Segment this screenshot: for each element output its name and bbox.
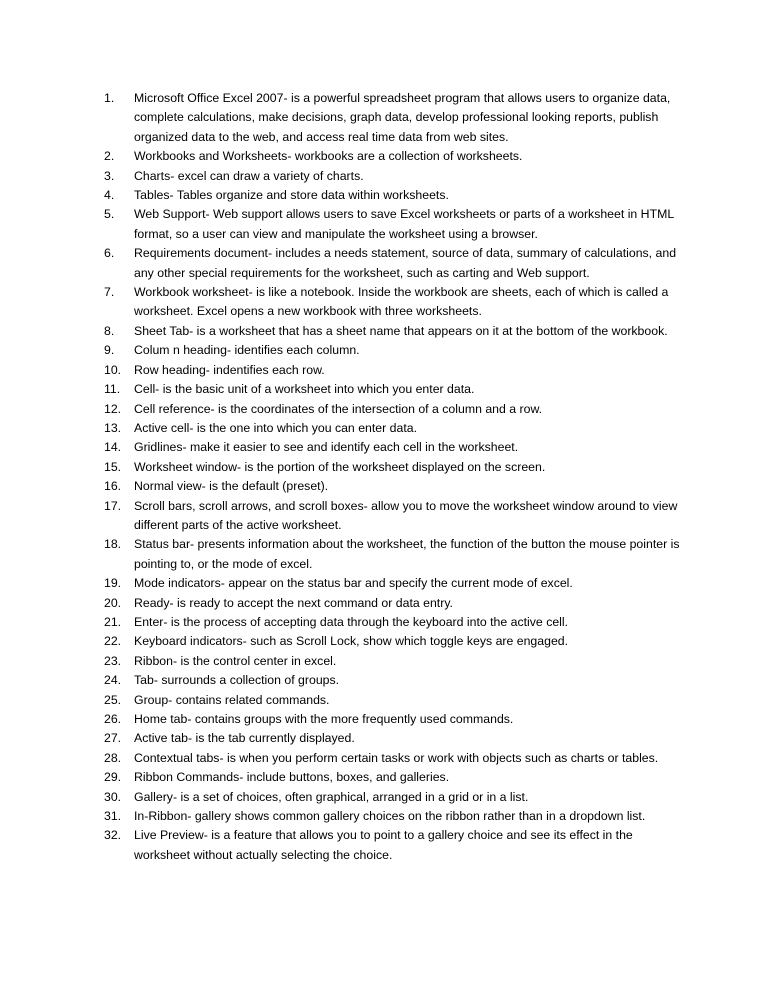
item-text: Keyboard indicators- such as Scroll Lock, show which toggle keys are engaged. xyxy=(134,634,569,649)
item-text: Colum n heading- identifies each column. xyxy=(134,343,360,358)
list-item xyxy=(104,749,686,768)
item-number: 6. xyxy=(104,246,115,261)
list-item xyxy=(104,497,686,536)
item-number: 17. xyxy=(104,498,122,513)
item-text: Cell- is the basic unit of a worksheet into which you enter data. xyxy=(134,382,475,397)
item-number: 8. xyxy=(104,323,115,338)
list-item xyxy=(104,89,686,147)
item-text: Contextual tabs- is when you perform certain tasks or work with objects such as charts or tables. xyxy=(134,750,659,765)
item-number: 13. xyxy=(104,420,122,435)
item-number: 10. xyxy=(104,362,122,377)
item-text: Home tab- contains groups with the more frequently used commands. xyxy=(134,712,514,726)
item-number: 26. xyxy=(104,712,122,726)
list-item xyxy=(104,807,686,826)
list-item xyxy=(104,671,686,690)
item-text: Charts- excel can draw a variety of charts. xyxy=(134,168,364,183)
item-text: Group- contains related commands. xyxy=(134,692,330,707)
item-number: 14. xyxy=(104,440,122,455)
list-item xyxy=(104,477,686,496)
item-text: Active tab- is the tab currently displayed. xyxy=(134,731,355,746)
item-text: Microsoft Office Excel 2007- is a powerful spreadsheet program that allows users to organize data, complete calculations, make decisions, graph data, develop professional looking reports, publish organized data to the web, and access real time data from web sites. xyxy=(134,91,671,144)
list-item xyxy=(104,788,686,807)
item-number: 23. xyxy=(104,653,122,668)
item-number: 16. xyxy=(104,479,122,494)
item-number: 29. xyxy=(104,770,122,785)
item-text: Ribbon Commands- include buttons, boxes, and galleries. xyxy=(134,770,450,785)
definitions-list xyxy=(104,89,686,865)
item-text: Cell reference- is the coordinates of the intersection of a column and a row. xyxy=(134,401,543,416)
item-text: Gallery- is a set of choices, often graphical, arranged in a grid or in a list. xyxy=(134,789,529,804)
item-text: Scroll bars, scroll arrows, and scroll boxes- allow you to move the worksheet window around to view different parts of the active worksheet. xyxy=(134,498,678,532)
item-text: Tables- Tables organize and store data within worksheets. xyxy=(134,188,449,203)
list-item xyxy=(104,691,686,710)
item-text: Ribbon- is the control center in excel. xyxy=(134,653,337,668)
item-text: Normal view- is the default (preset). xyxy=(134,479,329,494)
item-text: Gridlines- make it easier to see and identify each cell in the worksheet. xyxy=(134,440,519,455)
list-item xyxy=(104,186,686,205)
list-item xyxy=(104,652,686,671)
list-item xyxy=(104,594,686,613)
list-item xyxy=(104,244,686,283)
list-item xyxy=(104,826,686,865)
list-item xyxy=(104,710,686,729)
list-item xyxy=(104,205,686,244)
item-number: 15. xyxy=(104,459,122,474)
item-number: 21. xyxy=(104,614,122,629)
item-text: Tab- surrounds a collection of groups. xyxy=(134,673,340,688)
list-item xyxy=(104,613,686,632)
list-item xyxy=(104,458,686,477)
list-item xyxy=(104,438,686,457)
item-number: 9. xyxy=(104,343,115,358)
list-item xyxy=(104,322,686,341)
item-number: 12. xyxy=(104,401,122,416)
item-number: 5. xyxy=(104,207,115,222)
item-number: 3. xyxy=(104,168,115,183)
item-number: 31. xyxy=(104,809,122,824)
item-text: Status bar- presents information about the worksheet, the function of the button the mouse pointer is pointing to, or the mode of excel. xyxy=(134,537,680,571)
item-number: 24. xyxy=(104,673,122,688)
list-item xyxy=(104,361,686,380)
item-text: Web Support- Web support allows users to save Excel worksheets or parts of a worksheet in HTML format, so a user can view and manipulate the worksheet using a browser. xyxy=(134,207,674,241)
list-item xyxy=(104,729,686,748)
item-text: Sheet Tab- is a worksheet that has a sheet name that appears on it at the bottom of the workbook. xyxy=(134,323,668,338)
item-number: 30. xyxy=(104,789,122,804)
item-number: 22. xyxy=(104,634,122,649)
item-number: 18. xyxy=(104,537,122,552)
list-item xyxy=(104,535,686,574)
item-text: Requirements document- includes a needs statement, source of data, summary of calculations, and any other special requirements for the worksheet, such as carting and Web support. xyxy=(134,246,677,280)
item-text: Worksheet window- is the portion of the worksheet displayed on the screen. xyxy=(134,459,546,474)
item-number: 32. xyxy=(104,828,122,843)
list-item xyxy=(104,632,686,651)
list-item xyxy=(104,419,686,438)
item-number: 28. xyxy=(104,750,122,765)
item-text: Ready- is ready to accept the next command or data entry. xyxy=(134,595,453,610)
list-item xyxy=(104,768,686,787)
list-item xyxy=(104,341,686,360)
item-number: 20. xyxy=(104,595,122,610)
item-text: Live Preview- is a feature that allows you to point to a gallery choice and see its effect in the worksheet without actually selecting the choice. xyxy=(134,828,633,862)
item-number: 7. xyxy=(104,285,115,300)
list-item xyxy=(104,167,686,186)
item-text: Enter- is the process of accepting data through the keyboard into the active cell. xyxy=(134,614,569,629)
item-number: 27. xyxy=(104,731,122,746)
item-number: 2. xyxy=(104,149,115,164)
item-text: Active cell- is the one into which you can enter data. xyxy=(134,420,417,435)
list-item xyxy=(104,400,686,419)
item-number: 25. xyxy=(104,692,122,707)
item-text: Workbook worksheet- is like a notebook. Inside the workbook are sheets, each of which is called a worksheet. Excel opens a new workbook with three worksheets. xyxy=(134,285,669,319)
item-text: Mode indicators- appear on the status bar and specify the current mode of excel. xyxy=(134,576,573,591)
item-text: Workbooks and Worksheets- workbooks are a collection of worksheets. xyxy=(134,149,523,164)
list-item xyxy=(104,147,686,166)
item-text: Row heading- indentifies each row. xyxy=(134,362,325,377)
list-item xyxy=(104,283,686,322)
item-text: In-Ribbon- gallery shows common gallery choices on the ribbon rather than in a dropdown list. xyxy=(134,809,646,824)
list-item xyxy=(104,380,686,399)
item-number: 11. xyxy=(104,382,121,397)
list-item xyxy=(104,574,686,593)
item-number: 4. xyxy=(104,188,115,203)
item-number: 19. xyxy=(104,576,122,591)
item-number: 1. xyxy=(104,91,115,105)
